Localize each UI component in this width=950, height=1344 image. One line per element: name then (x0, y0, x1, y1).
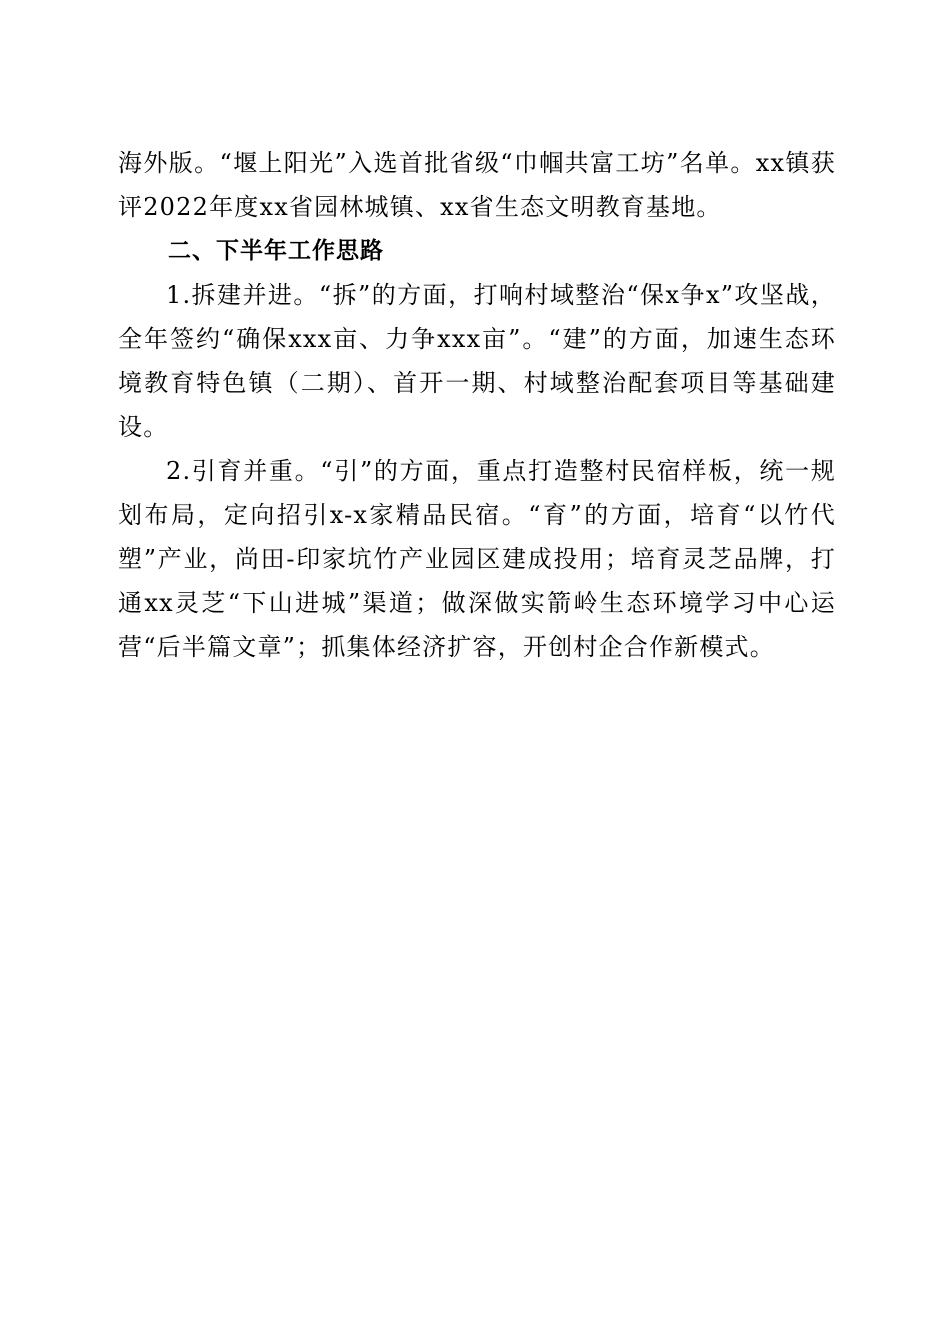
paragraph-demolish-build: 1.拆建并进。“拆”的方面，打响村域整治“保x争x”攻坚战，全年签约“确保xxx亩、力争xxx亩”。“建”的方面，加速生态环境教育特色镇（二期）、首开一期、村域整治配套项目等基础建设。 (118, 281, 836, 441)
section-heading: 二、下半年工作思路 (168, 238, 384, 264)
document-body (118, 141, 836, 669)
paragraph-attract-cultivate: 2.引育并重。“引”的方面，重点打造整村民宿样板，统一规划布局，定向招引x-x家精品民宿。“育”的方面，培育“以竹代塑”产业，尚田-印家坑竹产业园区建成投用；培育灵芝品牌，打通xx灵芝“下山进城”渠道；做深做实箭岭生态环境学习中心运营“后半篇文章”；抓集体经济扩容，开创村企合作新模式。 (118, 457, 836, 661)
continued-paragraph: 海外版。“堰上阳光”入选首批省级“巾帼共富工坊”名单。xx镇获评2022年度xx省园林城镇、xx省生态文明教育基地。 (118, 149, 836, 221)
